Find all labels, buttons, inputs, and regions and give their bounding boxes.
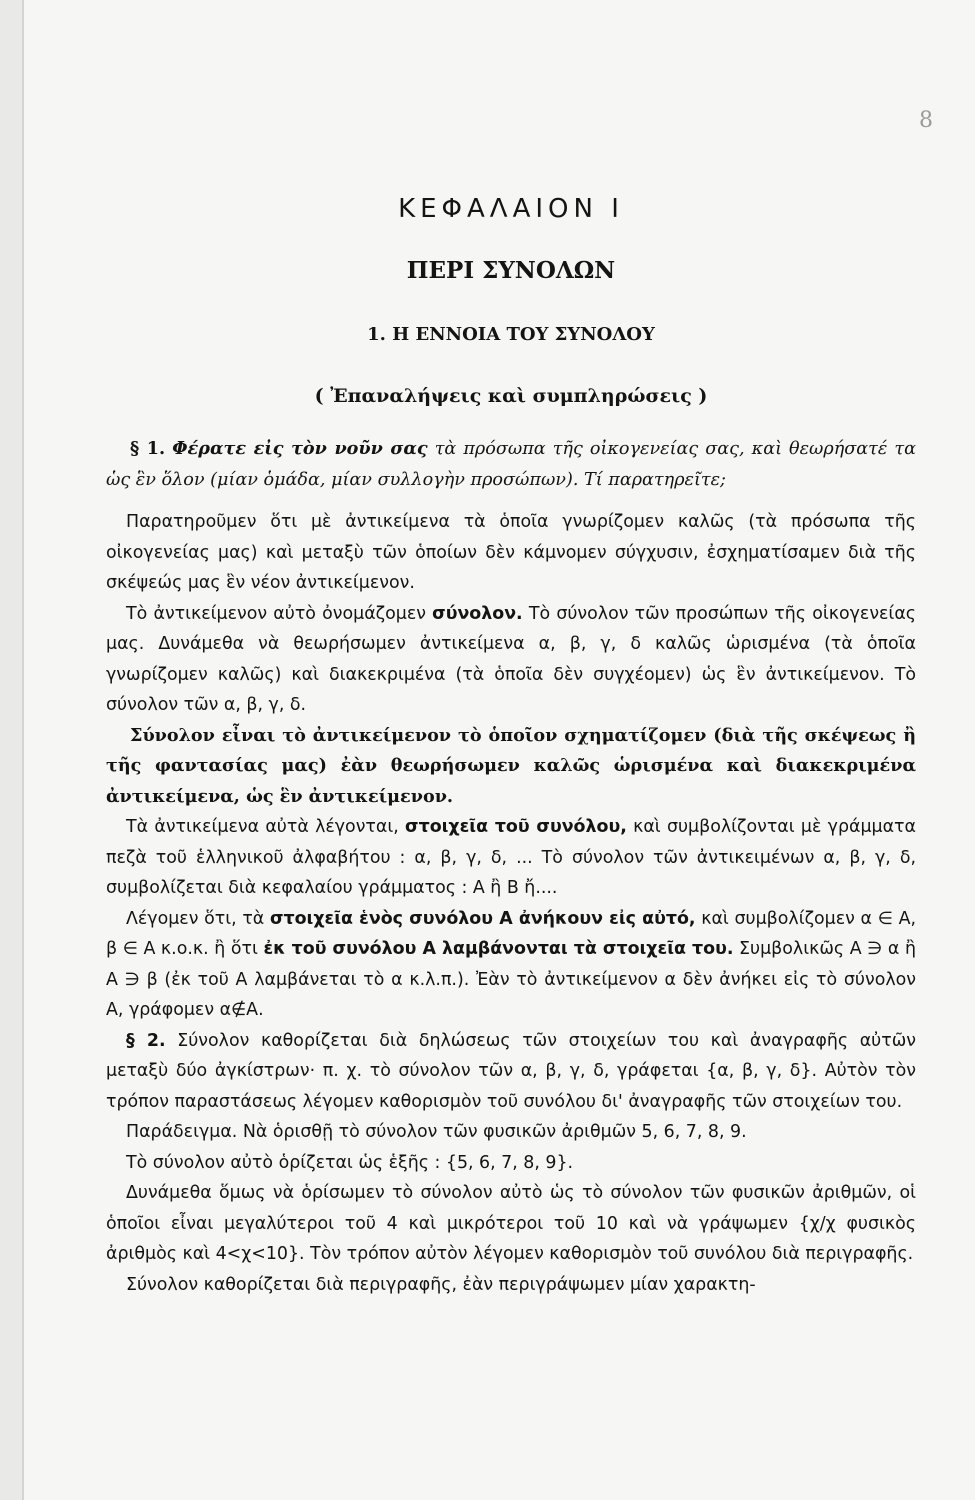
paragraph-observation: Παρατηροῦμεν ὅτι μὲ ἀντικείμενα τὰ ὁποῖα γνωρίζομεν καλῶς (τὰ πρόσωπα τῆς οἰκογενείας μας) καὶ μεταξὺ τῶν ὁποίων δὲν κάμνομεν σύγχυσιν, ἐσχηματίσαμεν διὰ τῆς σκέψεώς μας ἓν νέον ἀντικείμενον. — [106, 512, 916, 593]
page-number: 8 — [919, 108, 933, 133]
paragraph-membership — [106, 904, 916, 1026]
section-number: § 2. — [126, 1030, 166, 1051]
paragraph-text: Τὰ ἀντικείμενα αὐτὰ λέγονται, — [126, 817, 399, 837]
paragraph-text: καὶ συμβολίζονται μὲ γράμματα πεζὰ τοῦ ἑλληνικοῦ ἀλφαβήτου : α, β, γ, δ, ... Τὸ σύνολον τῶν ἀντικειμένων α, β, γ, δ, συμβολίζεται διὰ κεφαλαίου γράμματος : Α ἢ Β ἤ.... — [106, 817, 916, 898]
part-title: ΠΕΡΙ ΣΥΝΟΛΩΝ — [406, 257, 616, 284]
term-belong: στοιχεῖα ἑνὸς συνόλου Α ἀνήκουν εἰς αὐτό, — [269, 908, 696, 929]
paragraph-text: Τὸ ἀντικείμενον αὐτὸ ὀνομάζομεν — [126, 603, 426, 624]
paragraph-text: καὶ συμβολίζομεν α ∈ Α, β ∈ Α κ.ο.κ. ἢ ὅτι — [106, 908, 916, 959]
section-subtitle: ( Ἐπαναλήψεις καὶ συμπληρώσεις ) — [314, 385, 708, 407]
set-definition: Σύνολον εἶναι τὸ ἀντικείμενον τὸ ὁποῖον σχηματίζομεν (διὰ τῆς σκέψεως ἢ τῆς φαντασίας μας) ἐὰν θεωρήσωμεν καλῶς ὡρισμένα καὶ διακεκριμένα ἀντικείμενα, ὡς ἓν ἀντικείμενον. — [106, 724, 916, 807]
paragraph-text: Σύνολον καθορίζεται διὰ δηλώσεως τῶν στοιχείων του καὶ ἀναγραφῆς αὐτῶν μεταξὺ δύο ἀγκίστρων· π. χ. τὸ σύνολον τῶν α, β, γ, δ, γράφεται {α, β, γ, δ}. Αὐτὸν τὸν τρόπον παραστάσεως λέγομεν καθορισμὸν τοῦ συνόλου δι' ἀναγραφῆς τῶν στοιχείων του. — [106, 1030, 916, 1112]
paragraph-question — [106, 434, 916, 495]
paragraph-text: Λέγομεν ὅτι, τὰ — [126, 908, 265, 929]
book-page — [22, 0, 975, 1500]
paragraph-text: Τὸ σύνολον τῶν προσώπων τῆς οἰκογενείας μας. Δυνάμεθα νὰ θεωρήσωμεν ἀντικείμενα α, β, γ, δ καλῶς ὡρισμένα (τὰ ὁποῖα γνωρίζομεν καλῶς) καὶ διακεκριμένα (τὰ ὁποῖα δὲν συγχέομεν) ὡς ἓν ἀντικείμενον. Τὸ σύνολον τῶν α, β, γ, δ. — [106, 603, 916, 715]
paragraph-description: Δυνάμεθα ὅμως νὰ ὁρίσωμεν τὸ σύνολον αὐτὸ ὡς τὸ σύνολον τῶν φυσικῶν ἀριθμῶν, οἱ ὁποῖοι εἶναι μεγαλύτεροι τοῦ 4 καὶ μικρότεροι τοῦ 10 καὶ νὰ γράψωμεν {χ/χ φυσικὸς ἀριθμὸς καὶ 4<χ<10}. Τὸν τρόπον αὐτὸν λέγομεν καθορισμὸν τοῦ συνόλου διὰ περιγραφῆς. — [106, 1183, 916, 1264]
term-set: σύνολον. — [432, 603, 523, 624]
section-number: § 1. — [130, 438, 166, 459]
paragraph-example-solution: Τὸ σύνολον αὐτὸ ὁρίζεται ὡς ἑξῆς : {5, 6, 7, 8, 9}. — [126, 1152, 574, 1173]
question-lead: Φέρατε εἰς τὸν νοῦν σας — [172, 438, 428, 459]
page-text — [106, 192, 916, 1300]
term-taken: ἐκ τοῦ συνόλου Α λαμβάνονται τὰ στοιχεῖα του. — [263, 939, 734, 959]
paragraph-text: Συμβολικῶς Α ∋ α ἢ Α ∋ β (ἐκ τοῦ Α λαμβάνεται τὸ α κ.λ.π.). Ἐὰν τὸ ἀντικείμενον α δὲν ἀνήκει εἰς τὸ σύνολον Α, γράφομεν α∉Α. — [106, 939, 917, 1020]
term-elements: στοιχεῖα τοῦ συνόλου, — [405, 817, 627, 837]
question-text: τὰ πρόσωπα τῆς οἰκογενείας σας, καὶ θεωρήσατέ τα ὡς ἓν ὅλον (μίαν ὁμάδα, μίαν συλλογὴν προσώπων). Τί παρατηρεῖτε; — [106, 439, 917, 490]
paragraph-description-cont: Σύνολον καθορίζεται διὰ περιγραφῆς, ἐὰν περιγράψωμεν μίαν χαρακτη- — [126, 1274, 756, 1295]
paragraph-example: Παράδειγμα. Νὰ ὁρισθῇ τὸ σύνολον τῶν φυσικῶν ἀριθμῶν 5, 6, 7, 8, 9. — [126, 1122, 747, 1142]
section-title: 1. Η ΕΝΝΟΙΑ ΤΟΥ ΣΥΝΟΛΟΥ — [367, 324, 655, 345]
paragraph-set-intro — [106, 599, 916, 721]
paragraph-elements — [106, 812, 916, 904]
chapter-title: ΚΕΦΑΛΑΙΟΝ Ι — [398, 194, 624, 224]
paragraph-enumeration — [106, 1026, 916, 1118]
